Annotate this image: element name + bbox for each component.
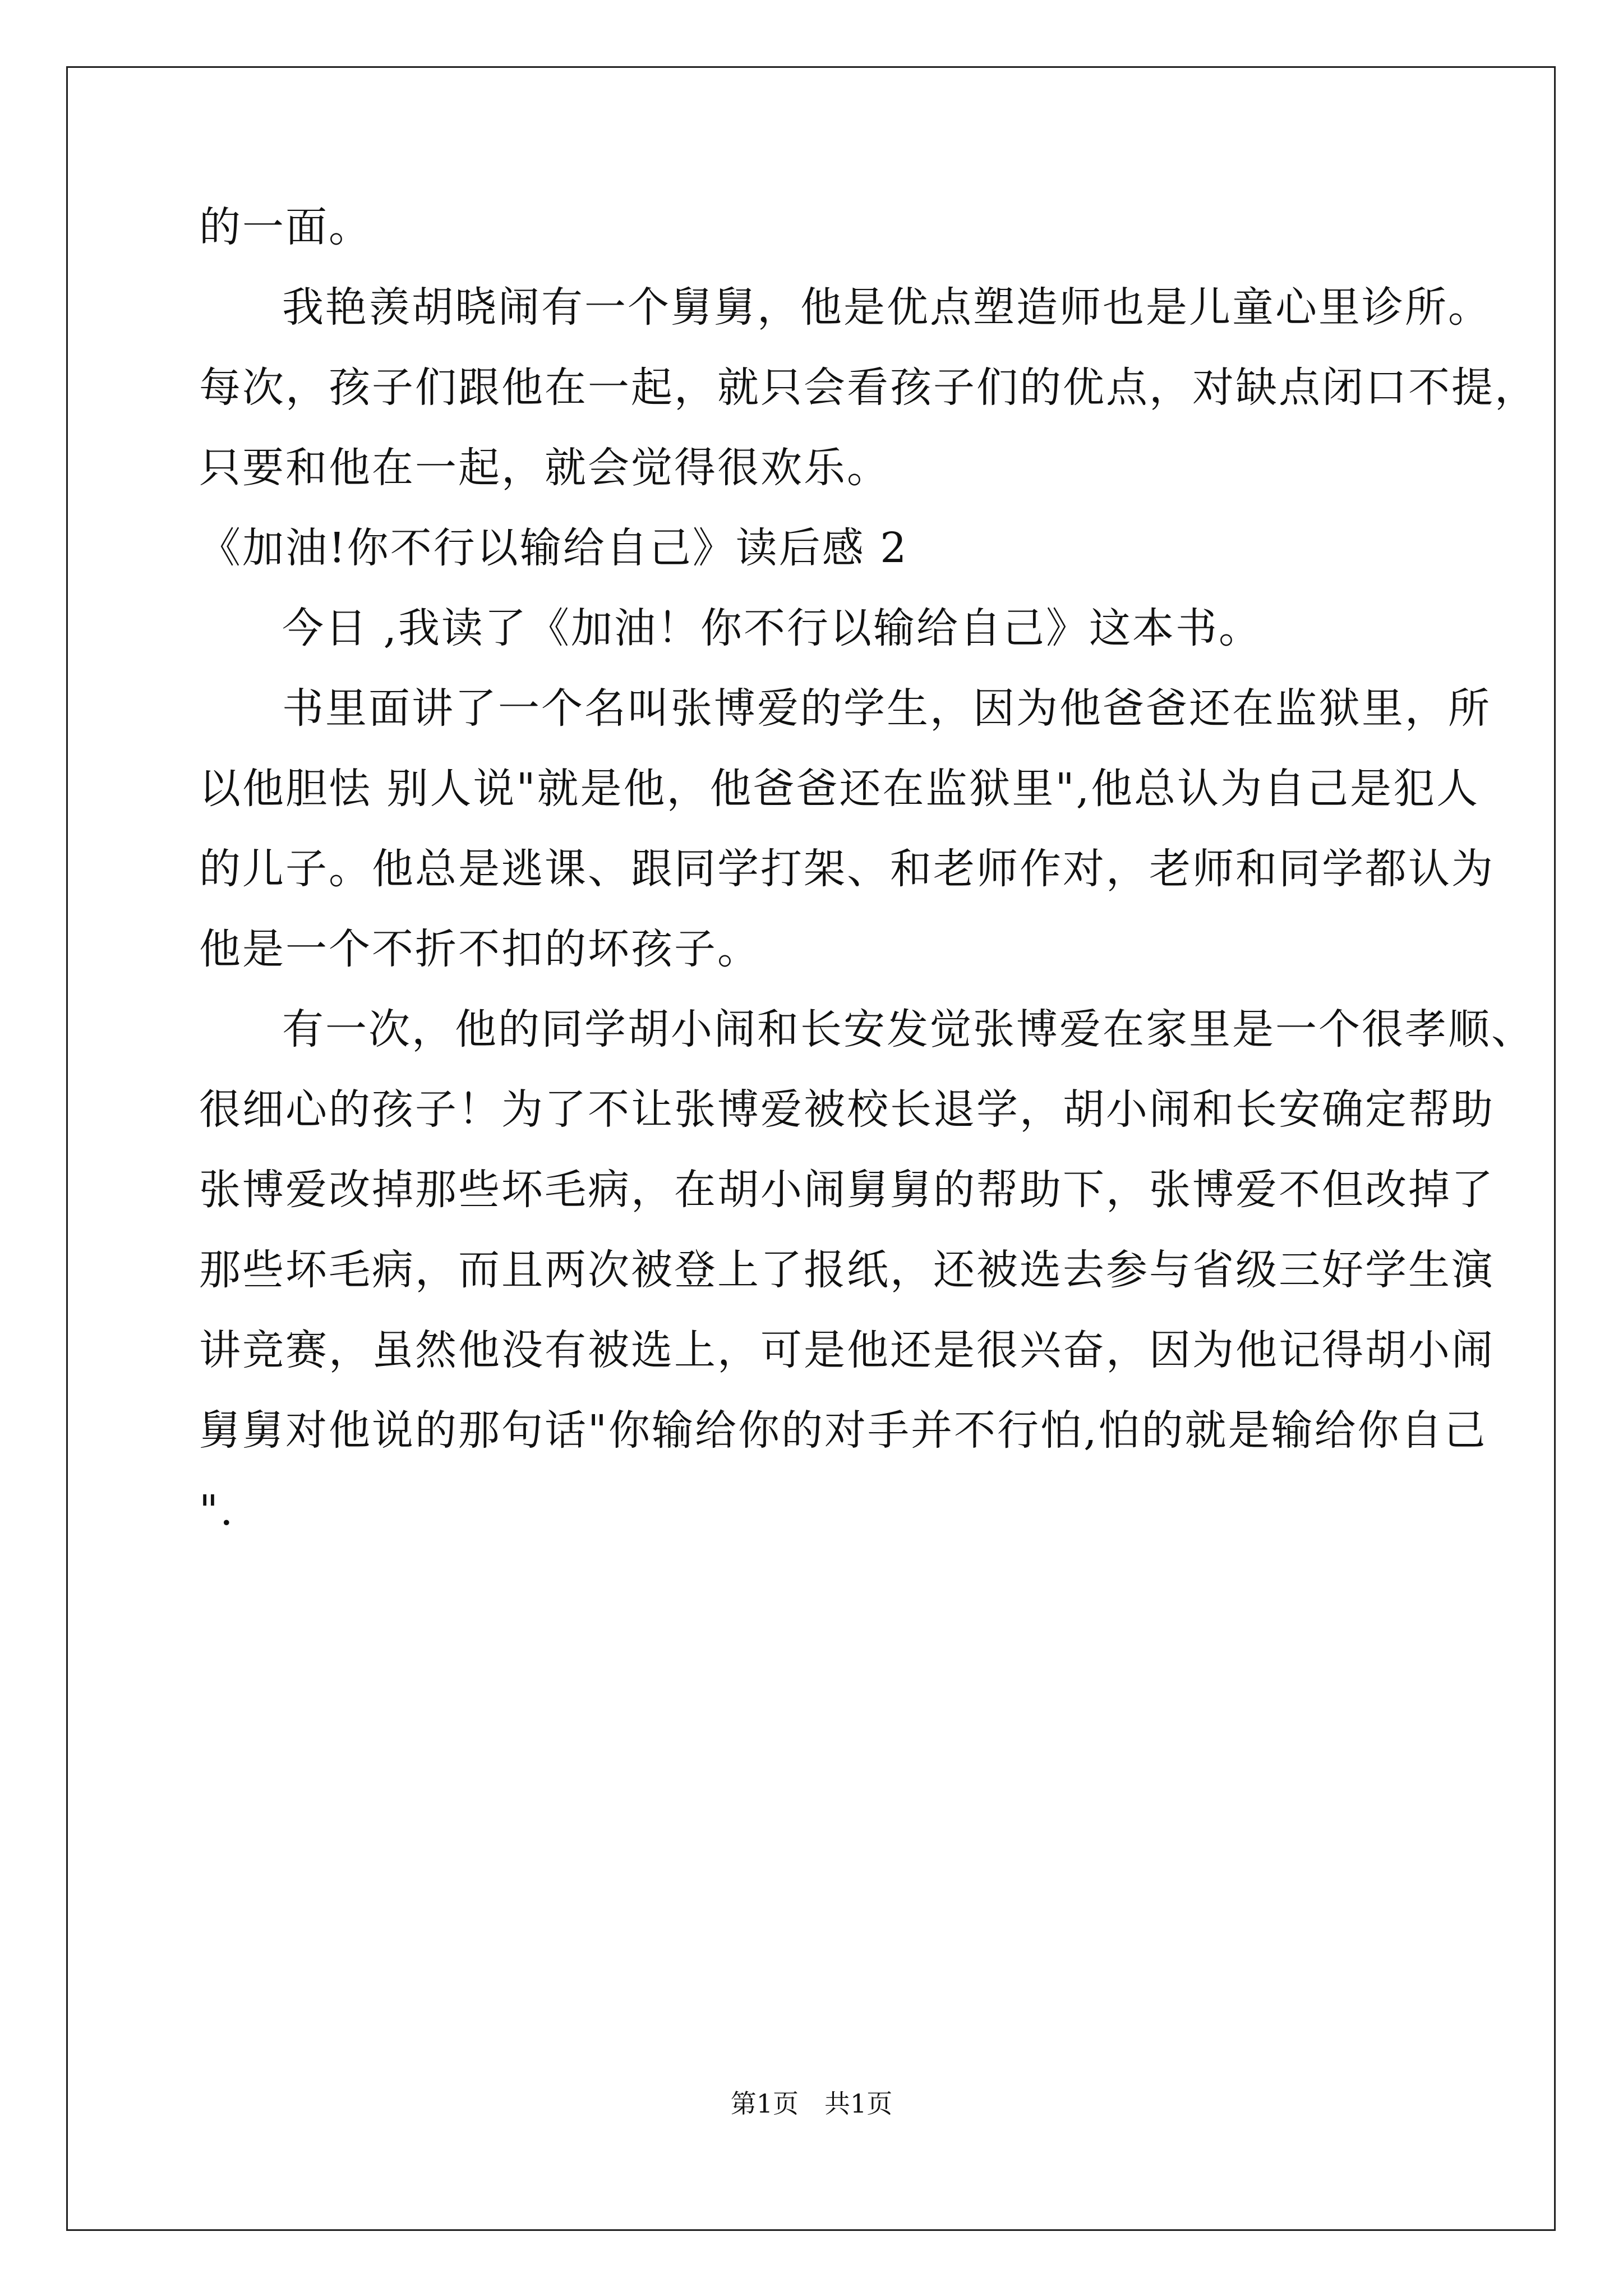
text-line: 很细心的孩子！为了不让张博爱被校长退学，胡小闹和长安确定帮助 bbox=[199, 1085, 1495, 1134]
paragraph-line: 有一次，他的同学胡小闹和长安发觉张博爱在家里是一个很孝顺、 bbox=[282, 1005, 1534, 1053]
text-line: 的儿子。他总是逃课、跟同学打架、和老师作对，老师和同学都认为 bbox=[199, 845, 1495, 893]
paragraph-line: 今日 ,我读了《加油！你不行以输给自己》这本书。 bbox=[282, 604, 1262, 652]
text-line: 张博爱改掉那些坏毛病，在胡小闹舅舅的帮助下，张博爱不但改掉了 bbox=[199, 1166, 1495, 1214]
text-line: 每次，孩子们跟他在一起，就只会看孩子们的优点，对缺点闭口不提， bbox=[199, 364, 1538, 412]
paragraph-line: 我艳羡胡晓闹有一个舅舅，他是优点塑造师也是儿童心里诊所。 bbox=[282, 283, 1491, 332]
text-line: 舅舅对他说的那句话"你输给你的对手并不行怕,怕的就是输给你自己 bbox=[199, 1406, 1487, 1455]
text-line: 他是一个不折不扣的坏孩子。 bbox=[199, 925, 760, 973]
text-line: 讲竞赛，虽然他没有被选上，可是他还是很兴奋，因为他记得胡小闹 bbox=[199, 1326, 1495, 1374]
text-line: 那些坏毛病，而且两次被登上了报纸，还被选去参与省级三好学生演 bbox=[199, 1246, 1495, 1294]
text-line: 只要和他在一起，就会觉得很欢乐。 bbox=[199, 444, 890, 492]
text-line: ". bbox=[199, 1487, 235, 1535]
text-line: 以他胆怯 别人说"就是他，他爸爸还在监狱里",他总认为自己是犯人 bbox=[199, 765, 1480, 813]
text-line: 的一面。 bbox=[199, 203, 372, 251]
section-title: 《加油!你不行以输给自己》读后感 2 bbox=[199, 524, 909, 572]
paragraph-line: 书里面讲了一个名叫张博爱的学生，因为他爸爸还在监狱里，所 bbox=[282, 684, 1491, 733]
page-footer: 第1页 共1页 bbox=[730, 2088, 893, 2119]
